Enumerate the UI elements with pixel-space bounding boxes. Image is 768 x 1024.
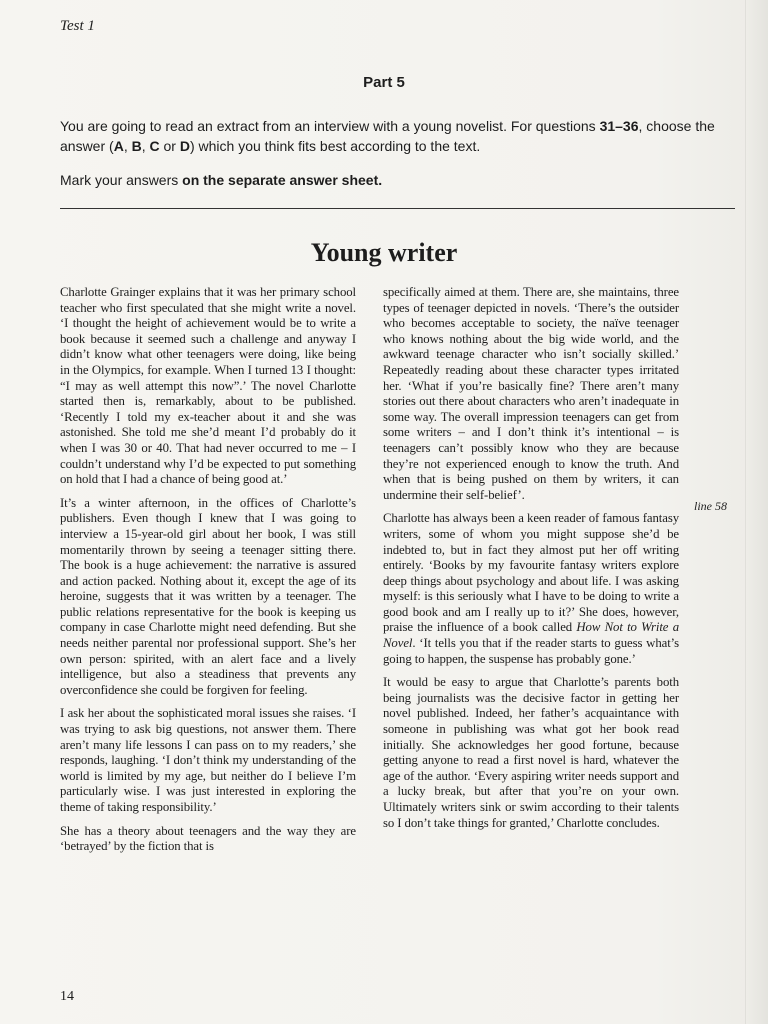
instructions [60, 116, 750, 190]
test-label: Test 1 [60, 18, 95, 34]
instructions-line-2: Mark your answers on the separate answer sheet. [60, 172, 383, 188]
book-title: How Not to Write a Novel [383, 620, 679, 651]
article-column-left [60, 285, 356, 863]
paragraph-7: It would be easy to argue that Charlotte’s parents both being journalists was the decisive factor in getting her novel published. Indeed, her father’s acquaintance with someone in publishing was what got her book read initially. She acknowledges her good fortune, because getting anyone to read a first novel is hard, whatever the age of the author. ‘Every aspiring writer needs support and a lucky break, but after that you’re on your own. Ultimately writers sink or swim according to their talents so I don’t take things for granted,’ Charlotte concludes. [383, 675, 679, 830]
line-marker: line 58 [694, 499, 727, 513]
paragraph-2: It’s a winter afternoon, in the offices of Charlotte’s publishers. Even though I knew that I was going to interview a 15-year-old girl about her book, I was still momentarily thrown by seeing a teenager sitting there. The book is a huge achievement: the narrative is assured and action packed. Nothing about it, except the age of its heroine, suggests that it was written by a teenager. The public relations representative for the book is keeping us company in case Charlotte might need defending. But she needs neither parental nor professional support. She’s her own person: spirited, with an alert face and a lively intelligence, but also a steadiness that prevents any overconfidence she could be forgiven for feeling. [60, 495, 356, 697]
instructions-line-1: You are going to read an extract from an interview with a young novelist. For questions 31–36, choose the answer (A, B, C or D) which you think fits best according to the text. [60, 118, 715, 154]
page-number: 14 [60, 989, 74, 1004]
paragraph-4: She has a theory about teenagers and the way they are ‘betrayed’ by the fiction that is [60, 823, 356, 854]
article-column-right [383, 285, 679, 839]
paragraph-3: I ask her about the sophisticated moral issues she raises. ‘I was trying to ask big questions, not answer them. There aren’t many life lessons I can pass on to my readers,’ she responds, laughing. ‘I don’t think my understanding of the world is limited by my age, but neither do I believe I’m particularly wise. I was just interested in exploring the theme of taking responsibility.’ [60, 706, 356, 814]
paragraph-5: specifically aimed at them. There are, she maintains, three types of teenager depicted in novels. ‘There’s the outsider who becomes acceptable to society, the naïve teenager who knows nothing about the big wide world, and the awkward teenage character who isn’t socially skilled.’ Repeatedly reading about these character types irritated her. ‘What if you’re basically fine? There aren’t many stories out there about characters who aren’t inadequate in some way. The overall impression teenagers can get from some writers – and I don’t think it’s intentional – is teenagers can’t possibly know who they are because they’re not experienced enough to know the truth. And when that is being pushed on them by writers, it can undermine their self-belief’. [383, 285, 679, 502]
paragraph-1: Charlotte Grainger explains that it was her primary school teacher who first speculated that she might write a novel. ‘I thought the height of achievement would be to write a book because it seemed such a challenge and anyway I didn’t know what other teenagers were doing, like being in the Olympics, for example. When I turned 13 I thought: “I may as well attempt this now”.’ The novel Charlotte started then is, remarkably, about to be published. ‘Recently I told my ex-teacher about it and she was astonished. She told me she’d meant I’d probably do it when I was 30 or 40. That had never occurred to me – I couldn’t understand why I’d be expected to put something on hold that I had a chance of being good at.’ [60, 285, 356, 487]
paragraph-6: Charlotte has always been a keen reader of famous fantasy writers, some of whom you might suppose she’d be indebted to, but in fact they almost put her off writing entirely. ‘Books by my favourite fantasy writers explore deep things about psychology and about life. I was asking myself: is this seriously what I have to be doing to write a good book and am I really up to it?’ She does, however, praise the influence of a book called How Not to Write a Novel. ‘It tells you that if the reader starts to guess what’s going to happen, the suspense has probably gone.’ [383, 511, 679, 666]
part-title: Part 5 [363, 74, 405, 91]
article-title: Young writer [310, 238, 458, 267]
divider-rule [60, 208, 735, 209]
